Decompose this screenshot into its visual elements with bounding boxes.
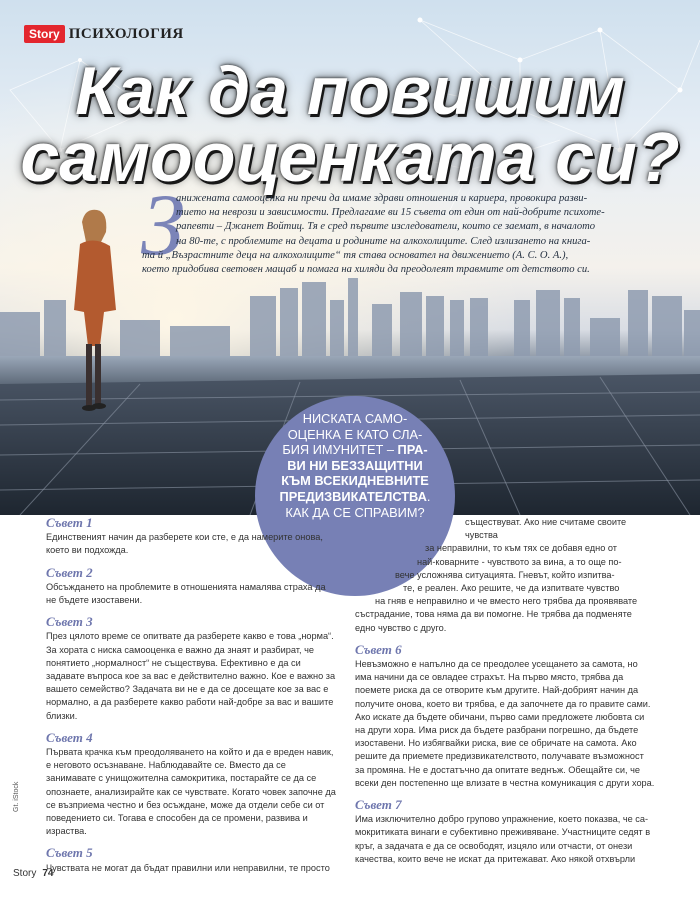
tip-heading: Съвет 2: [46, 564, 93, 580]
tip-text: Чувствата не могат да бъдат правилни или неправилни, те просто: [46, 862, 330, 873]
footer-brand: Story: [13, 868, 37, 879]
intro-line: та й „Възрастните деца на алкохолиците“ тя става основател на движението (А. С. О. А.),: [142, 249, 569, 261]
tip-text: Единственият начин да разберете кои сте, е да намерите онова, което ви подхожда.: [46, 532, 323, 556]
intro-dropcap: З: [141, 177, 185, 274]
quote-line: НИСКАТА САМО-: [302, 411, 408, 426]
continuation-line: на гняв е неправилно и че вместо него трябва да проявявате: [375, 596, 638, 607]
intro-line: рапевти – Джанет Войтиц. Тя е сред първите изследователи, които се заемат, в началото: [176, 221, 596, 233]
intro-line: на 80-те, с проблемите на децата и родините на алкохолиците. След излизането на книга-: [176, 235, 591, 247]
continuation-line: съществуват. Ако ние считаме своите чувства: [465, 517, 627, 541]
tip-text: Първата крачка към преодоляването на който и да е вреден навик, е неговото осъзнаване. Наблюдавайте се. Вместо да се занимавате с унищожителна самокритика, постарайте се да се опознаете, анализирайте как се чувствате. Когато човек започне да се възприема честно и без осъждане, може да отдели себе си от поведението си. Тогава е способен да се промени, развива и израства.: [46, 747, 336, 837]
left-column: [46, 516, 338, 875]
page-number: 74: [42, 868, 54, 879]
quote-line: ОЦЕНКА Е КАТО СЛА-: [287, 426, 423, 442]
quote-line-bold: ВИ НИ БЕЗЗАЩИТНИ: [287, 457, 423, 473]
right-column: [355, 516, 655, 866]
intro-line: което придобива световен мащаб и помага на хиляди да преодолеят травмите от детството си.: [142, 264, 590, 276]
continuation-line: състрадание, това няма да ви помогне. Не трябва да подменяте: [355, 609, 632, 620]
tip-heading: Съвет 1: [46, 515, 93, 530]
continuation-line: най-коварните - чувството за вина, а то още по-: [417, 556, 622, 567]
section-tag: [24, 25, 184, 43]
section-name: ПСИХОЛОГИЯ: [68, 25, 184, 42]
tip-text: Има изключително добро групово упражнение, което показва, че самокритиката винаги е субективно преживяване. Участниците седят в кръг, а задачата е да се освободят, изцяло или отчасти, от онези качества, които вече не искат да притежават. Ако някой отхвърли: [355, 814, 651, 864]
tip-heading: Съвет 4: [46, 729, 93, 745]
tip-text: Обсъждането на проблемите в отношенията намалява страха да не бъдете изоставени.: [46, 581, 326, 606]
quote-line: БИЯ ИМУНИТЕТ –: [282, 442, 398, 458]
quote-line-bold: ПРЕДИЗВИКАТЕЛСТВА: [279, 488, 427, 504]
quote-dot: .: [426, 488, 431, 504]
intro-paragraph: [142, 192, 682, 277]
tip-text: През цялото време се опитвате да разберете какво е това „норма“. За хората с ниска самооценка е важно да знаят и разбират, че понятието „нормалност“ не съществува. Ефективно е да си задавате въпроса кое за вас е действително важно. Кое е важно за вашето семейство? Задачата ви не е да се досещате кое за вас е нормално, а да разберете какво работи най-добре за вас и вашите близки.: [46, 631, 336, 721]
continuation-line: за неправилни, то към тях се добавя едно от: [425, 543, 617, 554]
tip-heading: Съвет 5: [46, 845, 93, 861]
photo-credit: Gt. iStock: [13, 781, 20, 812]
tip-heading: Съвет 7: [355, 797, 402, 813]
intro-line: аниженaта самооценка ни пречи да имаме здрави отношения и кариера, провокира разви-: [176, 193, 588, 204]
magazine-badge: Story: [24, 25, 65, 43]
intro-line: тието на неврози и зависимости. Предлагаме ви 15 съвета от един от най-добрите психоте-: [176, 207, 605, 219]
tip-heading: Съвет 6: [355, 641, 402, 657]
continuation-line: те, е реален. Ако решите, че да изпитвате чувство: [403, 583, 620, 594]
article-title-line-2: самооценката си?: [20, 118, 680, 196]
quote-line: КАК ДА СЕ СПРАВИМ?: [285, 504, 425, 520]
quote-line-bold: ПРА-: [397, 442, 428, 458]
continuation-line: едно чувство с друго.: [355, 622, 447, 633]
quote-line-bold: КЪМ ВСЕКИДНЕВНИТЕ: [281, 473, 429, 489]
tip-text: Невъзможно е напълно да се преодолее усещането за самота, но има начини да се овладее страхът. На първо място, трябва да поемете риска да се отворите към другите. Най-добрият начин да получите онова, което ви трябва, е да започнете да го правите сами. Ако искате да бъдете обичани, първо сами предложете любовта си на други хора. Има риск да бъдете разбрани погрешно, да бъдете изоставени. Но избягвайки риска, вие се обричате на самота. Ако решите да приемете предизвикателството, получавате възможност за промяна. Не е достатъчно да опитате веднъж. Обещайте си, че всеки ден постепенно ще влизате в честна комуникация с други хора.: [355, 659, 655, 788]
page-footer: [13, 868, 53, 879]
tip-heading: Съвет 3: [46, 614, 93, 630]
continuation-line: вече усложнява ситуацията. Гневът, който изпитва-: [395, 569, 615, 580]
article-title-line-1: Как да повишим: [75, 53, 625, 129]
